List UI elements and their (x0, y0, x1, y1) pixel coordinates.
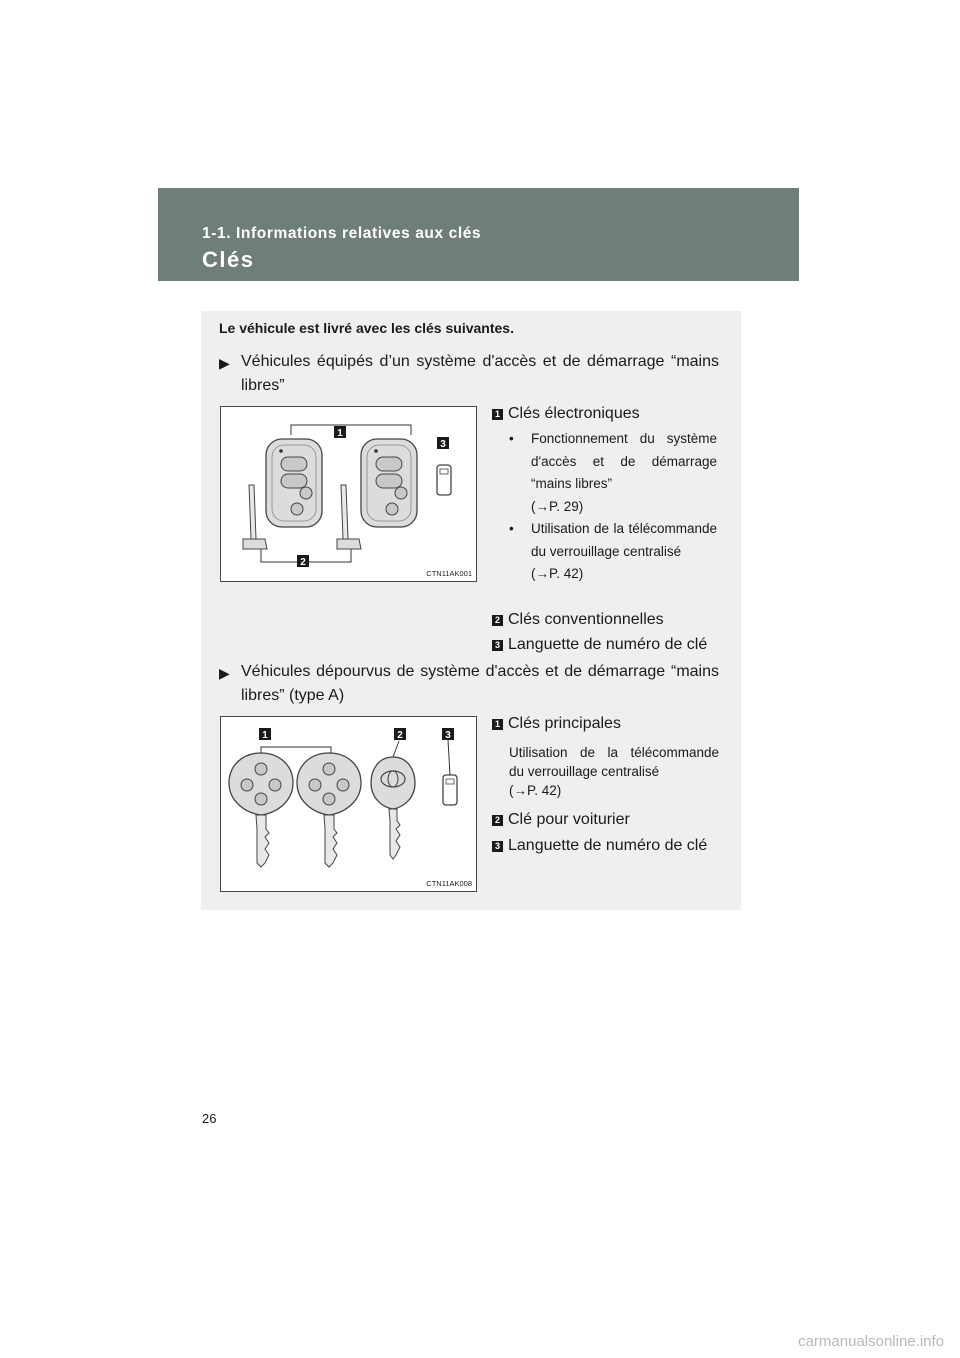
number-badge: 1 (492, 409, 503, 420)
number-badge: 3 (492, 640, 503, 651)
group1-subitem-2 (509, 518, 717, 586)
number-badge: 3 (492, 841, 503, 852)
smart-keys-illustration (221, 407, 476, 581)
item-label: Clés conventionnelles (508, 611, 664, 628)
number-badge: 2 (492, 615, 503, 626)
group2-item-2 (492, 811, 630, 829)
group2-item-3 (492, 837, 707, 855)
section-header (158, 188, 799, 281)
item-label: Clés électroniques (508, 405, 640, 422)
description-line-2: du verrouillage centralisé (509, 764, 660, 779)
group1-heading (219, 350, 719, 398)
item-label: Clé pour voiturier (508, 811, 630, 828)
group2-heading (219, 660, 719, 708)
intro-text: Le véhicule est livré avec les clés suivantes. (219, 320, 514, 336)
figure-code: CTN11AK008 (426, 879, 472, 888)
bullet-dot-icon: • (509, 521, 514, 536)
group2-heading-text: Véhicules dépourvus de système d'accès et de démarrage “mains libres” (type A) (241, 663, 719, 704)
watermark[interactable]: carmanualsonline.info (798, 1333, 944, 1350)
figure-master-keys (220, 716, 477, 892)
item-label: Languette de numéro de clé (508, 837, 708, 854)
group1-item-1 (492, 405, 640, 423)
page-reference: (→P. 42) (509, 783, 562, 798)
group1-item-3 (492, 636, 707, 654)
group1-subitem-1 (509, 428, 717, 518)
figure2-callout-3: 3 (445, 730, 451, 741)
page-title: Clés (202, 247, 255, 272)
item-label: Languette de numéro de clé (508, 636, 708, 653)
group2-item-1 (492, 715, 621, 733)
group2-item-1-description (509, 743, 719, 800)
figure-smart-keys (220, 406, 477, 582)
bullet-arrow-icon: ▶ (219, 355, 230, 371)
figure2-callout-1: 1 (262, 730, 268, 741)
figure2-callout-2: 2 (397, 730, 403, 741)
bullet-dot-icon: • (509, 431, 514, 446)
figure1-callout-1: 1 (337, 428, 343, 439)
figure1-callout-2: 2 (300, 557, 306, 568)
group1-item-2 (492, 611, 664, 629)
description-line-1: Utilisation de la télécommande (509, 745, 719, 760)
subitem-text: Utilisation de la télécommande du verrouillage centralisé (531, 521, 717, 559)
page-reference: (→P. 42) (531, 566, 584, 581)
subitem-text: Fonctionnement du système d'accès et de démarrage “mains libres” (531, 431, 717, 491)
section-label: 1-1. Informations relatives aux clés (202, 225, 482, 242)
bullet-arrow-icon: ▶ (219, 665, 230, 681)
group1-heading-text: Véhicules équipés d’un système d'accès et de démarrage “mains libres” (241, 353, 719, 394)
number-badge: 1 (492, 719, 503, 730)
item-label: Clés principales (508, 715, 621, 732)
master-keys-illustration (221, 717, 476, 891)
number-badge: 2 (492, 815, 503, 826)
page-reference: (→P. 29) (531, 498, 584, 514)
figure1-callout-3: 3 (440, 439, 446, 450)
page-number: 26 (202, 1111, 217, 1126)
figure-code: CTN11AK001 (426, 569, 472, 578)
